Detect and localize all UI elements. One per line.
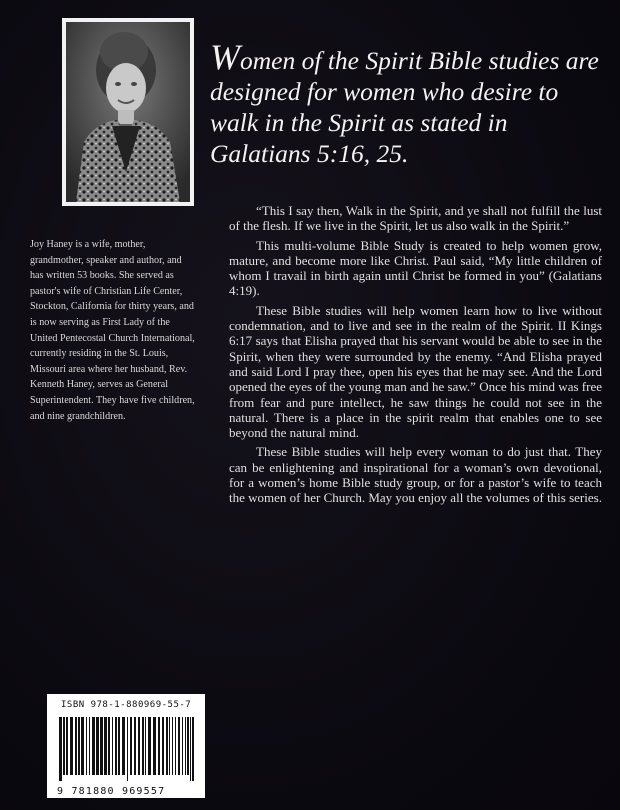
barcode-bar — [127, 717, 128, 781]
barcode-bar — [178, 717, 180, 775]
barcode-bar — [89, 717, 90, 775]
barcode-bar — [118, 717, 120, 775]
barcode-bar — [175, 717, 176, 775]
barcode-bar — [134, 717, 136, 775]
barcode-bar — [115, 717, 117, 775]
barcode-bar — [108, 717, 110, 775]
barcode-bar — [112, 717, 113, 775]
barcode-bar — [158, 717, 160, 775]
body-paragraph-4: These Bible studies will help every woman to do just that. They can be enlightening and inspirational for a woman’s own devotional, for a women’s home Bible study group, or for a pastor’s wife to teach the women of her Church. May you enjoy all the volumes of this series. — [229, 444, 602, 506]
barcode-bar — [192, 717, 194, 781]
isbn-label: ISBN 978-1-880969-55-7 — [61, 700, 192, 710]
headline-dropcap: W — [210, 37, 240, 77]
barcode-bar — [92, 717, 95, 775]
barcode-bar — [169, 717, 170, 775]
body-paragraph-1: “This I say then, Walk in the Spirit, and ye shall not fulfill the lust of the flesh. If we live in the Spirit, let us also walk in the Spirit.” — [229, 203, 602, 234]
barcode-bar — [166, 717, 168, 775]
barcode-bar — [138, 717, 140, 775]
headline-text: omen of the Spirit Bible studies are designed for women who desire to walk in the Spirit as stated in Galatians 5:16, 25. — [210, 46, 599, 168]
barcode-bar — [100, 717, 103, 775]
barcode-bar — [96, 717, 99, 775]
barcode-bar — [81, 717, 84, 775]
barcode-bar — [122, 717, 125, 775]
barcode-bar — [145, 717, 146, 775]
barcode-bar — [75, 717, 77, 775]
barcode-bar — [172, 717, 173, 775]
barcode-bar — [187, 717, 189, 775]
barcode — [57, 717, 197, 781]
barcode-bar — [153, 717, 156, 775]
description-body — [229, 203, 602, 510]
barcode-bar — [142, 717, 144, 775]
barcode-bar — [63, 717, 65, 775]
barcode-box — [47, 694, 205, 798]
barcode-bar — [190, 717, 191, 781]
headline — [210, 37, 610, 169]
author-photo-frame — [62, 18, 194, 206]
barcode-bar — [148, 717, 151, 775]
barcode-bar — [130, 717, 132, 775]
barcode-bar — [86, 717, 87, 775]
body-paragraph-2: This multi-volume Bible Study is created to help women grow, mature, and become more like Christ. Paul said, “My little children of whom I travail in birth again until Christ be formed in you” (Galatians 4:19). — [229, 237, 602, 299]
barcode-bar — [185, 717, 186, 775]
barcode-bar — [59, 717, 62, 781]
barcode-bar — [66, 717, 68, 775]
author-bio: Joy Haney is a wife, mother, grandmother, speaker and author, and has written 53 books. She served as pastor's wife of Christian Life Center, Stockton, California for thirty years, and is now serving as First Lady of the United Pentecostal Church International, currently residing in the St. Louis, Missouri area where her husband, Rev. Kenneth Haney, serves as General Superintendent. They have five children, and nine grandchildren. — [30, 239, 195, 422]
body-paragraph-3: These Bible studies will help women learn how to live without condemnation, and to live and see in the realm of the Spirit. II Kings 6:17 says that Elisha prayed that his servant would be able to see in the Spirit, when they were surrounded by the enemy. “And Elisha prayed and said Lord I pray thee, open his eyes that he may see. And the Lord opened the eyes of the young man and he saw.” Once his mind was free from fear and pure intellect, he saw things he could not see in the natural. There is a place in the spirit realm that enables one to see beyond the natural mind. — [229, 302, 602, 441]
barcode-bar — [104, 717, 107, 775]
barcode-bar — [162, 717, 164, 775]
barcode-bar — [70, 717, 73, 775]
barcode-digits: 9 781880 969557 — [57, 786, 166, 797]
author-photo — [66, 22, 190, 202]
barcode-bar — [78, 717, 80, 775]
barcode-bar — [182, 717, 183, 775]
